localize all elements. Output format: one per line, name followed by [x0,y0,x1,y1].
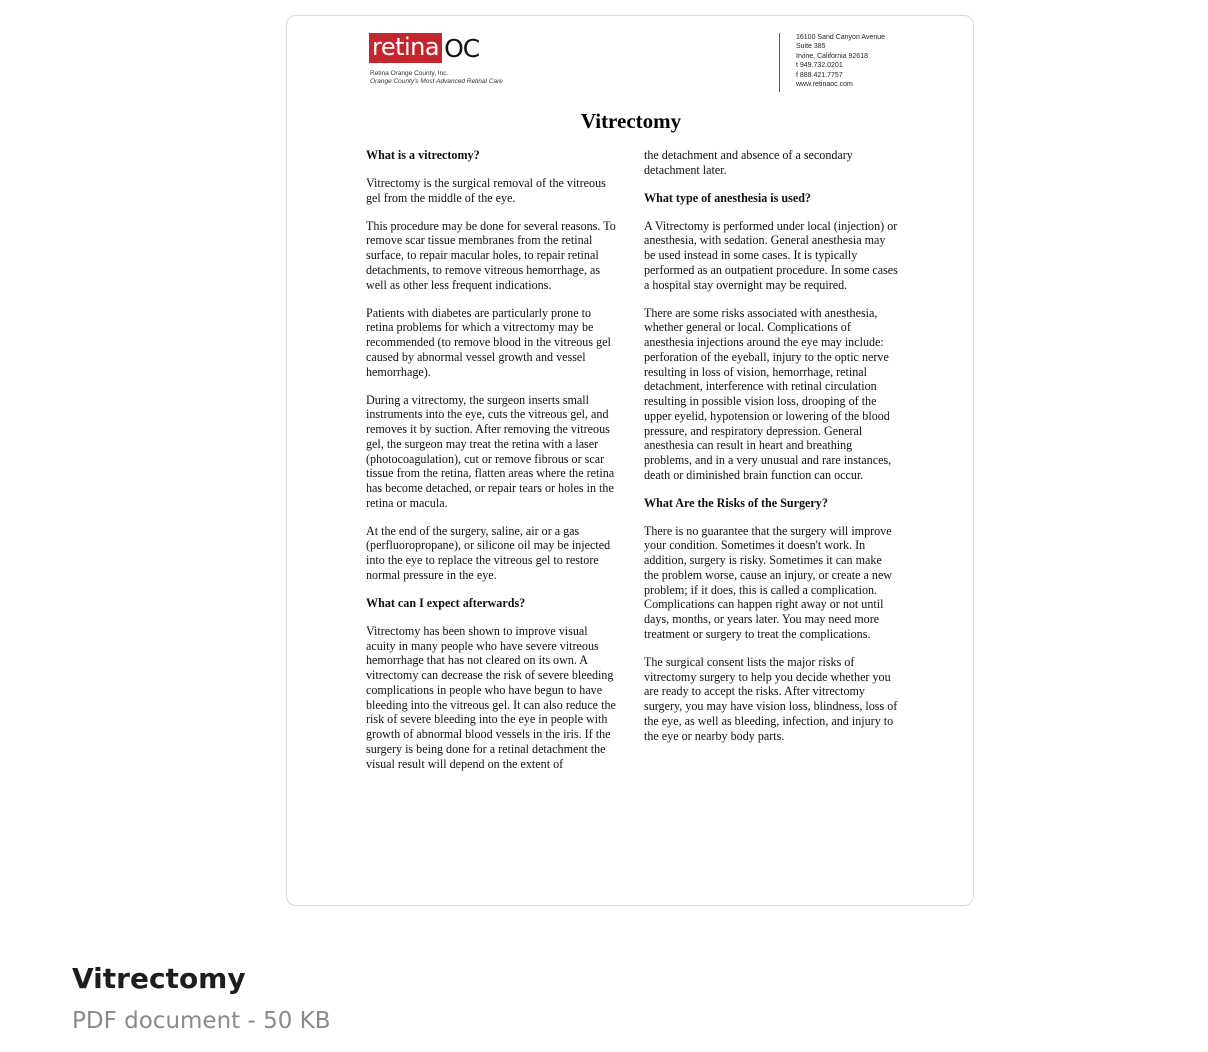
file-meta: PDF document - 50 KB [72,1008,331,1034]
paragraph: This procedure may be done for several reasons. To remove scar tissue membranes from the retinal surface, to repair macular holes, to repair retinal detachments, to remove vitreous hemorrhage, as well as other less frequent indications. [366,218,616,292]
section-heading: What type of anesthesia is used? [644,190,811,205]
company-name: Retina Orange County, Inc. [370,70,449,77]
section-heading: What Are the Risks of the Surgery? [644,495,828,510]
file-name: Vitrectomy [72,962,246,995]
section-heading: What can I expect afterwards? [366,595,526,610]
address-line: 16100 Sand Canyon Avenue [796,34,886,41]
pdf-page [287,16,974,906]
paragraph: A Vitrectomy is performed under local (injection) or anesthesia, with sedation. General anesthesia may be used instead in some cases. It is typically performed as an outpatient procedure. In some cases a hospital stay overnight may be required. [644,218,898,292]
left-column [366,148,620,785]
address-line: Irvine, California 92618 [796,52,868,60]
paragraph: There are some risks associated with anesthesia, whether general or local. Complications of anesthesia injections around the eye may include: perforation of the eyeball, injury to the optic nerve resulting in loss of vision, hemorrhage, retinal detachment, interference with retinal circulation resulting in possible vision loss, drooping of the upper eyelid, hypotension or lowering of the blood pressure, and respiratory depression. General anesthesia can result in heart and breathing problems, and in a very unusual and rare instances, death or diminished brain function can occur. [644,305,892,482]
logo-oc-text: OC [444,33,480,63]
address-line: f 888.421.7757 [796,71,843,79]
paragraph: The surgical consent lists the major risks of vitrectomy surgery to help you decide whether you are ready to accept the risks. After vitrectomy surgery, you may have vision loss, blindness, loss of the eye, as well as bleeding, infection, and injury to the eye or nearby body parts. [644,654,898,743]
paragraph: the detachment and absence of a secondary detachment later. [644,148,853,177]
paragraph: There is no guarantee that the surgery will improve your condition. Sometimes it doesn't work. In addition, surgery is risky. Sometimes it can make the problem worse, cause an injury, or create a new problem; if it does, this is called a complication. Complications can happen right away or not until days, months, or years later. You may need more treatment or surgery to treat the complications. [644,523,893,641]
right-column [644,148,898,757]
pdf-preview[interactable] [286,15,974,906]
company-tagline: Orange County's Most Advanced Retinal Care [370,78,503,85]
retinaoc-logo [369,33,479,63]
logo-retina-text: retina [369,33,442,63]
paragraph: Vitrectomy has been shown to improve visual acuity in many people who have severe vitreous hemorrhage that has not cleared on its own. A vitrectomy can decrease the risk of severe bleeding complications in people who have begun to have bleeding into the vitreous gel. It can also reduce the risk of severe bleeding into the eye in people with growth of abnormal blood vessels in the iris. If the surgery is being done for a retinal detachment the visual result will depend on the extent of [366,623,616,771]
paragraph: Patients with diabetes are particularly prone to retina problems for which a vitrectomy may be recommended (to remove blood in the vitreous gel caused by abnormal vessel growth and vessel hemorrhage). [366,305,611,379]
address-line: www.retinaoc.com [796,81,853,89]
address-line: Suite 385 [796,43,826,51]
address-block [796,33,885,89]
paragraph: At the end of the surgery, saline, air or a gas (perfluoropropane), or silicone oil may be injected into the eye to replace the vitreous gel to restore normal pressure in the eye. [366,523,611,582]
address-line: t 949.732.0201 [796,62,843,70]
section-heading: What is a vitrectomy? [366,148,480,162]
header-divider [779,33,780,92]
document-title: Vitrectomy [580,109,682,133]
paragraph: Vitrectomy is the surgical removal of the vitreous gel from the middle of the eye. [366,175,606,205]
logo-subtitle [370,70,503,86]
paragraph: During a vitrectomy, the surgeon inserts small instruments into the eye, cuts the vitreous gel, and removes it by suction. After removing the vitreous gel, the surgeon may treat the retina with a laser (photocoagulation), cut or remove fibrous or scar tissue from the retina, flatten areas where the retina has become detached, or repair tears or holes in the retina or macula. [366,392,615,510]
